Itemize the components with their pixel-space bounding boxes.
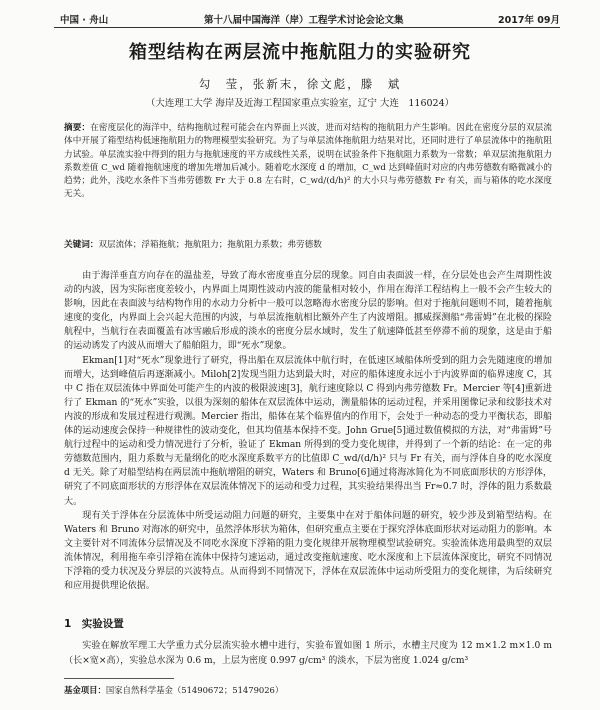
affiliation: （大连理工大学 海岸及近海工程国家重点实验室，辽宁 大连 116024） — [145, 98, 455, 109]
footnote-rule — [64, 678, 174, 679]
running-header — [54, 10, 560, 26]
header-rule — [54, 27, 560, 28]
funding-label: 基金项目： — [64, 685, 106, 695]
keywords-text: 双层流体；浮箱拖航；拖航阻力；拖航阻力系数；弗劳德数 — [98, 240, 322, 250]
paper-title: 箱型结构在两层流中拖航阻力的实验研究 — [129, 42, 471, 63]
keywords-label: 关键词： — [64, 240, 99, 250]
paragraph-intro: 由于海洋垂直方向存在的温盐差，导致了海水密度垂直分层的现象。同自由表面波一样，在分层处也会产生周期性波动的内波，因为实际密度差较小，内界面上周期性波动内波的能量相对较小，作用在海洋工程结构上一般不会产生较大的影响，因此在表面波与结构物作用的水动力分析中一般可以忽略海水密度分层的影响。但对于拖航问题则不同，随着拖航速度的变化，内界面上会兴起大范围的内波，与单层流拖航相比额外产生了内波增阻。挪威探测船“弗雷姆”在北极的探险航程中，当航行在表面覆盖有冰雪融后形成的淡水的密度分层水域时，发生了航速降低甚至停滞不前的现象，这是由于船的运动诱发了内波从而增大了船舶阻力，即“死水”现象。 — [64, 271, 552, 352]
abstract-text: 在密度层化的海洋中，结构拖航过程可能会在内界面上兴波，进而对结构的拖航阻力产生影响。因此在密度分层的双层流体中开展了箱型结构低速拖航阻力的物理模型实验研究。为了与单层流体拖航阻力结果对比，还同时进行了单层流体中的拖航阻力试验。单层流实验中得到的阻力与拖航速度的平方成线性关系，说明在试验条件下拖航阻力系数为一常数；单双层流拖航阻力系数差值 C_wd 随着拖航速度的增加先增加后减小。随着吃水深度 d 的增加，C_wd 达到峰值时对应的内弗劳德数有略微减小的趋势；此外，浅吃水条件下当弗劳德数 Fr 大于 0.8 左右时，C_wd/(d/h)² 的大小只与弗劳德数 Fr 有关，而与箱体的吃水深度无关。 — [64, 123, 552, 200]
abstract — [64, 122, 552, 202]
header-proceedings: 第十八届中国海洋（岸）工程学术讨论会论文集 — [204, 15, 404, 26]
keywords — [64, 239, 552, 252]
paragraph-setup: 实验在解放军理工大学重力式分层流实验水槽中进行，实验布置如图 1 所示，水槽主尺度为 12 m×1.2 m×1.0 m（长×宽×高），实验总水深为 0.6 m，上层为密度 0.997 g/cm³ 的淡水，下层为密度 1.024 g/cm³ — [64, 641, 552, 666]
header-date: 2017年 09月 — [498, 15, 560, 26]
funding-text: 国家自然科学基金（51490672；51479026） — [105, 685, 284, 695]
header-location: 中国 · 舟山 — [60, 15, 109, 26]
funding-note — [64, 684, 283, 696]
body-text — [64, 269, 552, 593]
abstract-label: 摘要： — [64, 123, 91, 133]
section-heading: 1 实验设置 — [64, 618, 124, 630]
section-text — [64, 639, 552, 669]
paragraph-scope: 现有关于浮体在分层流体中所受运动阻力问题的研究，主要集中在对于船体问题的研究，较少涉及到箱型结构。在 Waters 和 Bruno 对海冰的研究中，虽然浮体形状为箱体，但研究重点主要在于探究浮体底面形状对运动阻力的影响。本文主要针对不同流体分层情况及不同吃水深度下浮箱的阻力变化规律开展物理模型试验研究。实验流体选用最典型的双层流体情况，利用拖车牵引浮箱在流体中保持匀速运动，通过改变拖航速度、吃水深度和上下层流体深度比，研究不同情况下浮箱的受力状况及分界层的兴波特点。从而得到不同情况下，浮体在双层流体中运动所受阻力的变化规律，为后续研究和应用提供理论依据。 — [64, 510, 552, 592]
paragraph-review: Ekman[1]对“死水”现象进行了研究，得出船在双层流体中航行时，在低速区域船体所受到的阻力会先随速度的增加而增大，达到峰值后再逐渐减小。Miloh[2]发现当阻力达到最大时，对应的船体速度永远小于内波界面的临界速度 C，其中 C 指在双层流体中界面处可能产生的内波的极限波速[3]，航行速度除以 C 得到内弗劳德数 Fr。Mercier 等[4]重新进行了 Ekman 的“死水”实验，以很为深刻的船体在双层流体中运动，测量船体的运动过程，并采用图像记录和纹影技术对内波的形成和发展过程进行观测。Mercier 指出，船体在某个临界值内的作用下，会处于一种动态的受力平衡状态，即船体的运动速度会保持一种规律性的波动变化，但其均值基本保持不变。John Grue[5]通过数值模拟的方法，对“弗雷姆”号航行过程中的运动和受力情况进行了分析，验证了 Ekman 所得到的受力变化规律，并得到了一个新的结论：在一定的弗劳德数范围内，阻力系数与无量纲化的吃水深度系数平方的比值即 C_wd/(d/h)² 只与 Fr 有关，而与浮体自身的吃水深度 d 无关。除了对船型结构在两层流中拖航增阻的研究，Waters 和 Bruno[6]通过将海冰简化为不同底面形状的方形浮体，研究了不同底面形状的方形浮体在双层流体情况下的运动和受力过程，其实验结果得出当 Fr≈0.7 时，浮体的阻力系数最大。 — [64, 355, 552, 507]
authors: 勾 莹，张新末，徐文彪，滕 斌 — [198, 77, 402, 91]
